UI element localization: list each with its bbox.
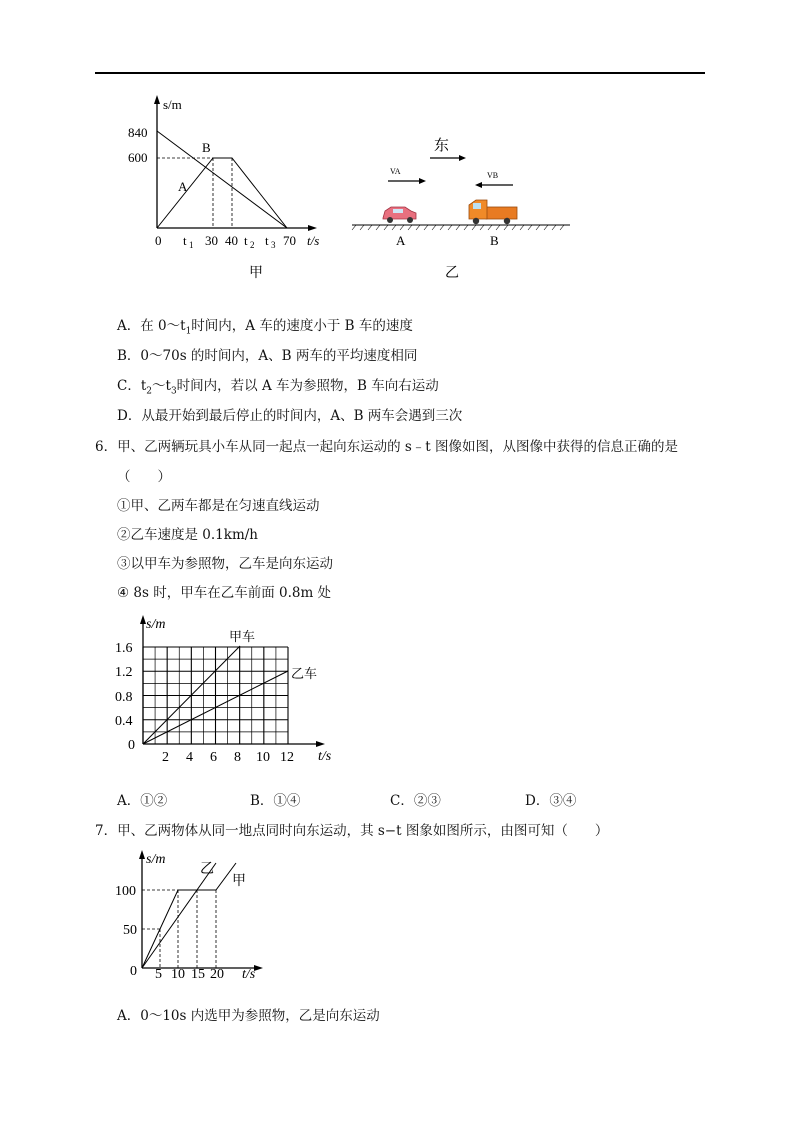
q6-xtick: 6 (210, 750, 217, 765)
jia-xtick-sub: 1 (189, 240, 194, 250)
jia-ytick: 600 (128, 150, 148, 165)
vb-arrow-head (475, 182, 482, 188)
jia-ytick: 840 (128, 125, 148, 140)
q6-xtick: 4 (186, 750, 193, 765)
q7-ylabel: s/m (146, 852, 166, 867)
jia-xtick: 70 (283, 233, 296, 248)
q5-c-mid: ～t (152, 378, 171, 394)
va-label: VA (390, 167, 401, 176)
q5-option-d: D．从最开始到最后停止的时间内，A、B 两车会遇到三次 (117, 408, 463, 424)
q6-ytick: 1.2 (115, 665, 133, 680)
vb-label: VB (487, 171, 499, 180)
q7-xtick: 15 (191, 967, 205, 982)
jia-label-A: A (178, 179, 188, 194)
q7-xtick: 5 (155, 967, 162, 982)
jia-xlabel: t/s (307, 233, 320, 248)
figure-jia-yi (0, 0, 800, 300)
jia-xtick-sub: 3 (271, 240, 276, 250)
q7-ytick: 100 (115, 884, 136, 899)
jia-label-B: B (202, 140, 211, 155)
q6-option-d: D．③④ (525, 793, 577, 809)
q6-chart (0, 610, 800, 770)
jia-xtick: t (265, 233, 269, 248)
va-arrow-head (419, 178, 426, 184)
q7-series-yi: 乙 (200, 861, 214, 877)
figure-yi (352, 136, 570, 281)
x-axis-arrow (308, 225, 317, 231)
q5-c-post: 时间内，若以 A 车为参照物，B 车向右运动 (176, 378, 439, 394)
yi-caption: 乙 (445, 265, 459, 281)
jia-xtick: t (183, 233, 187, 248)
car-a-icon (383, 207, 416, 223)
q6-stem: 6．甲、乙两辆玩具小车从同一起点一起向东运动的 s﹣t 图像如图，从图像中获得的信息正确的是 (95, 439, 679, 455)
q7-series-jia: 甲 (232, 873, 246, 889)
jia-ylabel: s/m (163, 97, 182, 112)
yi-car-a-label: A (396, 233, 406, 248)
q5-a-post: 时间内，A 车的速度小于 B 车的速度 (191, 318, 413, 334)
q6-xtick: 2 (162, 750, 169, 765)
q7-chart (0, 845, 800, 985)
q7-option-a: A．0～10s 内选甲为参照物，乙是向东运动 (117, 1008, 380, 1024)
q5-option-a (117, 317, 413, 341)
jia-caption: 甲 (249, 265, 263, 281)
ground-hatch (352, 225, 564, 230)
q6-xtick: 12 (280, 750, 294, 765)
jia-xtick: t (244, 233, 248, 248)
q6-ytick: 1.6 (115, 641, 133, 656)
q6-series-yi: 乙车 (291, 667, 318, 682)
jia-xtick: 30 (205, 233, 218, 248)
q6-option-a: A．①② (117, 793, 168, 809)
q6-option-b: B．①④ (250, 793, 301, 809)
q7-dashed-guides (142, 890, 216, 968)
q7-y-arrow (139, 850, 145, 859)
q6-ytick: 0 (128, 738, 135, 753)
q7-line-jia (142, 863, 236, 968)
q6-x-arrow (316, 741, 325, 747)
q5-a-pre: A．在 0～t (117, 318, 186, 334)
jia-xtick: 40 (225, 233, 238, 248)
q6-ytick: 0.4 (115, 714, 133, 729)
q6-statement-3: ③以甲车为参照物，乙车是向东运动 (117, 556, 333, 572)
yi-car-b-label: B (490, 233, 499, 248)
q7-line-yi (142, 863, 216, 968)
q7-ytick: 0 (130, 964, 137, 979)
q7-stem: 7．甲、乙两物体从同一地点同时向东运动，其 s−t 图象如图所示，由图可知（ ） (95, 823, 609, 839)
q7-x-arrow (254, 965, 263, 971)
q6-ytick: 0.8 (115, 690, 133, 705)
q6-xtick: 10 (256, 750, 270, 765)
q5-c-sub2: 3 (170, 386, 177, 397)
q5-c-sub: 2 (146, 386, 152, 397)
line-A (157, 158, 287, 228)
q7-ytick: 50 (123, 923, 137, 938)
q5-a-sub: 1 (185, 326, 192, 337)
q6-series-jia: 甲车 (229, 630, 256, 645)
q6-statement-2: ②乙车速度是 0.1km/h (117, 527, 258, 543)
q6-paren: （ ） (117, 469, 171, 485)
q6-statement-1: ①甲、乙两车都是在匀速直线运动 (117, 498, 320, 514)
east-arrow-head (459, 155, 466, 161)
q7-xtick: 10 (171, 967, 185, 982)
q7-xtick: 20 (210, 967, 224, 982)
q6-statement-4: ④ 8s 时，甲车在乙车前面 0.8m 处 (117, 585, 332, 601)
q6-option-c: C．②③ (390, 793, 441, 809)
q6-xtick: 8 (234, 750, 241, 765)
q5-option-c (117, 377, 439, 401)
y-axis-arrow (154, 95, 160, 104)
jia-xtick: 0 (155, 233, 162, 248)
q5-option-b: B．0～70s 的时间内，A、B 两车的平均速度相同 (117, 348, 418, 364)
yi-direction: 东 (434, 136, 450, 154)
q5-c-pre: C．t (117, 378, 147, 394)
q6-xlabel: t/s (318, 749, 332, 764)
line-B (157, 131, 287, 228)
graph-jia (154, 95, 317, 231)
truck-b-icon (469, 200, 517, 224)
q7-xlabel: t/s (242, 967, 256, 982)
q6-ylabel: s/m (146, 617, 166, 632)
jia-xtick-sub: 2 (250, 240, 255, 250)
